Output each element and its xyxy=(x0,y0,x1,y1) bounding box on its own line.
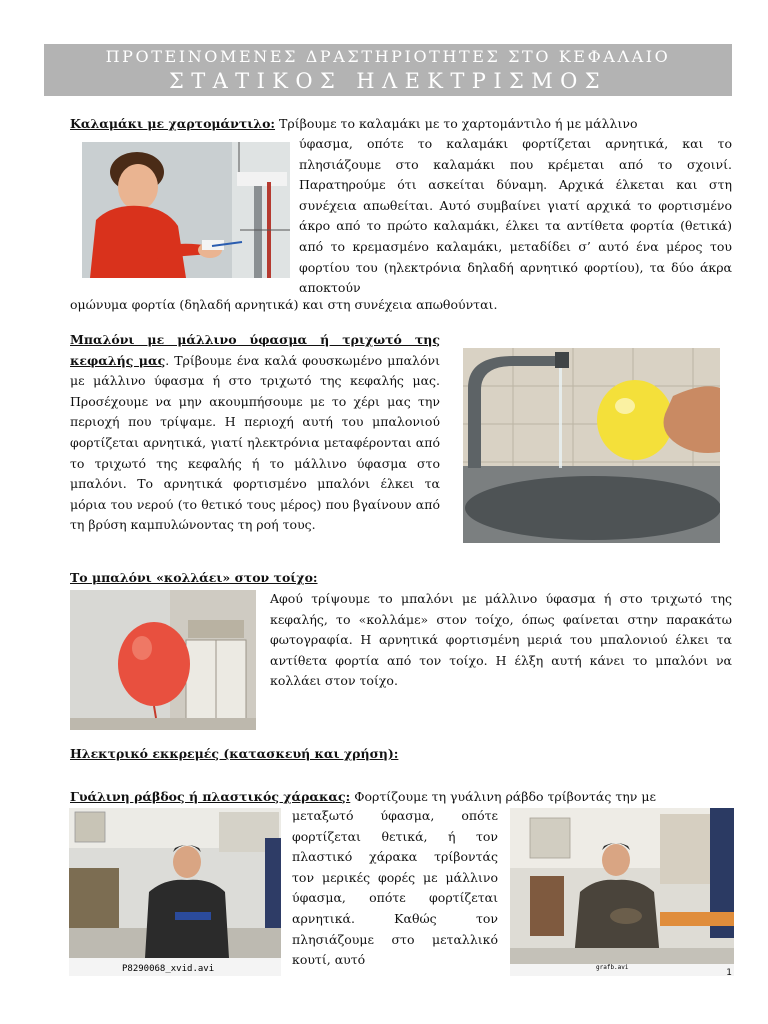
page-number: 1 xyxy=(726,968,732,978)
glass-rod-title: Γυάλινη ράβδος ή πλαστικός χάρακας: xyxy=(70,789,351,804)
straw-line1: Τρίβουμε το καλαμάκι με το χαρτομάντιλο ή με μάλλινο xyxy=(279,116,638,131)
balloon-hair-paragraph xyxy=(70,330,440,536)
straw-title: Καλαμάκι με χαρτομάντιλο: xyxy=(70,116,276,131)
header-title: ΣΤΑΤΙΚΟΣ ΗΛΕΚΤΡΙΣΜΟΣ xyxy=(168,69,608,93)
teacher-video-frame-1 xyxy=(69,808,281,976)
glass-rod-line1: Φορτίζουμε τη γυάλινη ράβδο τρίβοντάς την με xyxy=(354,789,656,804)
pendulum-title: Ηλεκτρικό εκκρεμές (κατασκευή και χρήση): xyxy=(70,746,399,761)
balloon-wall-text: Αφού τρίψουμε το μπαλόνι με μάλλινο ύφασμα ή στο τριχωτό της κεφαλής, το «κολλάμε» στον τοίχο, όπως φαίνεται στην παρακάτω φωτογραφία. Η αρνητικά φορτισμένη μεριά του μπαλονιού έλκει τα αντίθετα φορτία από τον τοίχο. Η έλξη αυτή κάνει το μπαλόνι να κολλάει στον τοίχο. xyxy=(270,591,732,689)
straw-text-tail: ομώνυμα φορτία (δηλαδή αρνητικά) και στη συνέχεια απωθούνται. xyxy=(70,297,498,312)
video-filename-2: grafb.avi xyxy=(596,964,629,971)
page-header xyxy=(44,44,732,96)
header-subtitle: ΠΡΟΤΕΙΝΟΜΕΝΕΣ ΔΡΑΣΤΗΡΙΟΤΗΤΕΣ ΣΤΟ ΚΕΦΑΛΑΙΟ xyxy=(105,47,671,66)
straw-first-line xyxy=(70,114,732,135)
glass-rod-first-line xyxy=(70,787,732,808)
balloon-hair-title: Μπαλόνι με μάλλινο ύφασμα ή τριχωτό της κεφαλής μας xyxy=(70,332,440,368)
straw-text-wrap: ύφασμα, οπότε το καλαμάκι φορτίζεται αρνητικά, και το πλησιάζουμε στο καλαμάκι που κρέμεται από το σχοινί. Παρατηρούμε ότι ασκείται δύναμη. Αρχικά έλκεται και στη συνέχεια απωθείται. Αυτό συμβαίνει γιατί αρχικά το φορτισμένο άκρο από το πρώτο καλαμάκι, έλκει τα αντίθετα φορτία (θετικά) από το κρεμασμένο καλαμάκι, μεταδίδει σ’ αυτό ένα μέρος του φορτίου του (ηλεκτρόνια δηλαδή αρνητικό φορτίου), τα δύο άκρα αποκτούν xyxy=(299,136,732,296)
balloon-hair-text: . Τρίβουμε ένα καλά φουσκωμένο μπαλόνι με μάλλινο ύφασμα ή στο τριχωτό της κεφαλής μας. Προσέχουμε να μην ακουμπήσουμε με το χέρι μας την περιοχή που τρίψαμε. Η περιοχή αυτή του μπαλονιού φορτίζεται αρνητικά, γιατί ηλεκτρόνια μεταφέρονται από το τριχωτό της κεφαλής ή το μάλλινο ύφασμα στο μπαλόνι. Το αρνητικά φορτισμένο μπαλόνι έλκει τα μόρια του νερού (το θετικό τους μέρος) που βγαίνουν από τη βρύση καμπυλώνοντας τη ροή τους. xyxy=(70,352,440,533)
glass-rod-text: μεταξωτό ύφασμα, οπότε φορτίζεται θετικά, ή τον πλαστικό χάρακα τρίβοντάς τον μερικές φορές με μάλλινο ύφασμα, οπότε φορτίζεται αρνητικά. Καθώς τον πλησιάζουμε στο μεταλλικό κουτί, αυτό xyxy=(292,808,498,968)
balloon-wall-photo xyxy=(70,590,256,730)
balloon-wall-title: Το μπαλόνι «κολλάει» στον τοίχο: xyxy=(70,570,318,585)
video-filename-1: P8290068_xvid.avi xyxy=(122,964,215,974)
boy-straw-photo xyxy=(82,142,290,278)
teacher-video-frame-2 xyxy=(510,808,734,976)
faucet-balloon-photo xyxy=(463,348,720,543)
